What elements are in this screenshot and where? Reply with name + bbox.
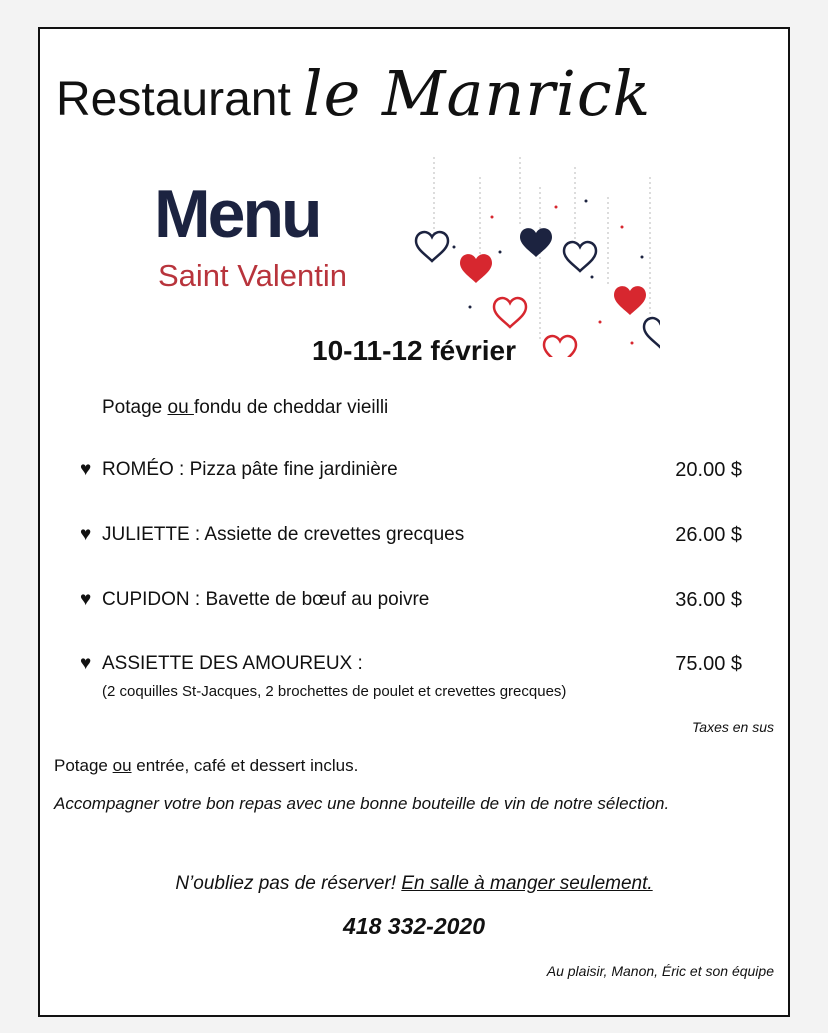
menu-banner-subtitle: Saint Valentin <box>158 258 347 293</box>
phone-number: 418 332-2020 <box>343 913 485 939</box>
menu-item-juliette <box>80 524 464 546</box>
included-ou: ou <box>112 756 132 775</box>
menu-item-amoureux <box>80 653 363 675</box>
menu-item-name: ASSIETTE DES AMOUREUX : <box>102 653 363 674</box>
heart-outline-red-icon <box>494 298 526 327</box>
wine-line: Accompagner votre bon repas avec une bonne bouteille de vin de notre sélection. <box>54 794 670 813</box>
menu-item-price: 36.00 $ <box>675 589 742 611</box>
title-name: le Manrick <box>302 57 652 130</box>
heart-navy-icon <box>520 228 552 257</box>
heart-red-icon <box>614 286 646 315</box>
heart-outline-icon <box>416 232 448 261</box>
heart-bullet-icon: ♥ <box>80 524 92 545</box>
potage-ou: ou <box>167 397 194 418</box>
potage-line <box>102 397 388 419</box>
included-rest: entrée, café et dessert inclus. <box>131 756 359 775</box>
signature: Au plaisir, Manon, Éric et son équipe <box>546 963 774 979</box>
hanging-hearts-decoration <box>360 157 660 357</box>
reserve-line <box>40 873 788 895</box>
potage-text: Potage <box>102 397 168 418</box>
potage-rest: fondu de cheddar vieilli <box>193 397 389 418</box>
included-line <box>54 756 358 776</box>
menu-banner-word: Menu <box>154 176 320 252</box>
event-dates: 10-11-12 février <box>312 335 516 366</box>
menu-item-romeo <box>80 459 398 481</box>
included-text: Potage <box>54 756 113 775</box>
menu-item-cupidon <box>80 589 429 611</box>
heart-red-icon <box>460 254 492 283</box>
title-restaurant: Restaurant <box>56 73 291 126</box>
menu-item-price: 75.00 $ <box>675 653 742 675</box>
taxes-note: Taxes en sus <box>692 719 774 735</box>
menu-item-name: JULIETTE : Assiette de crevettes grecques <box>102 524 465 545</box>
menu-item-name: CUPIDON : Bavette de bœuf au poivre <box>102 589 430 610</box>
restaurant-title <box>56 57 651 130</box>
menu-item-note: (2 coquilles St-Jacques, 2 brochettes de poulet et crevettes grecques) <box>102 683 567 700</box>
heart-bullet-icon: ♥ <box>80 653 92 674</box>
menu-item-name: ROMÉO : Pizza pâte fine jardinière <box>102 459 398 480</box>
menu-item-price: 26.00 $ <box>675 524 742 546</box>
menu-item-price: 20.00 $ <box>675 459 742 481</box>
heart-bullet-icon: ♥ <box>80 589 92 610</box>
heart-outline-icon <box>564 242 596 271</box>
heart-bullet-icon: ♥ <box>80 459 92 480</box>
reserve-underlined: En salle à manger seulement. <box>401 873 653 894</box>
reserve-text: N’oubliez pas de réserver! <box>175 873 402 894</box>
menu-page <box>38 27 790 1017</box>
